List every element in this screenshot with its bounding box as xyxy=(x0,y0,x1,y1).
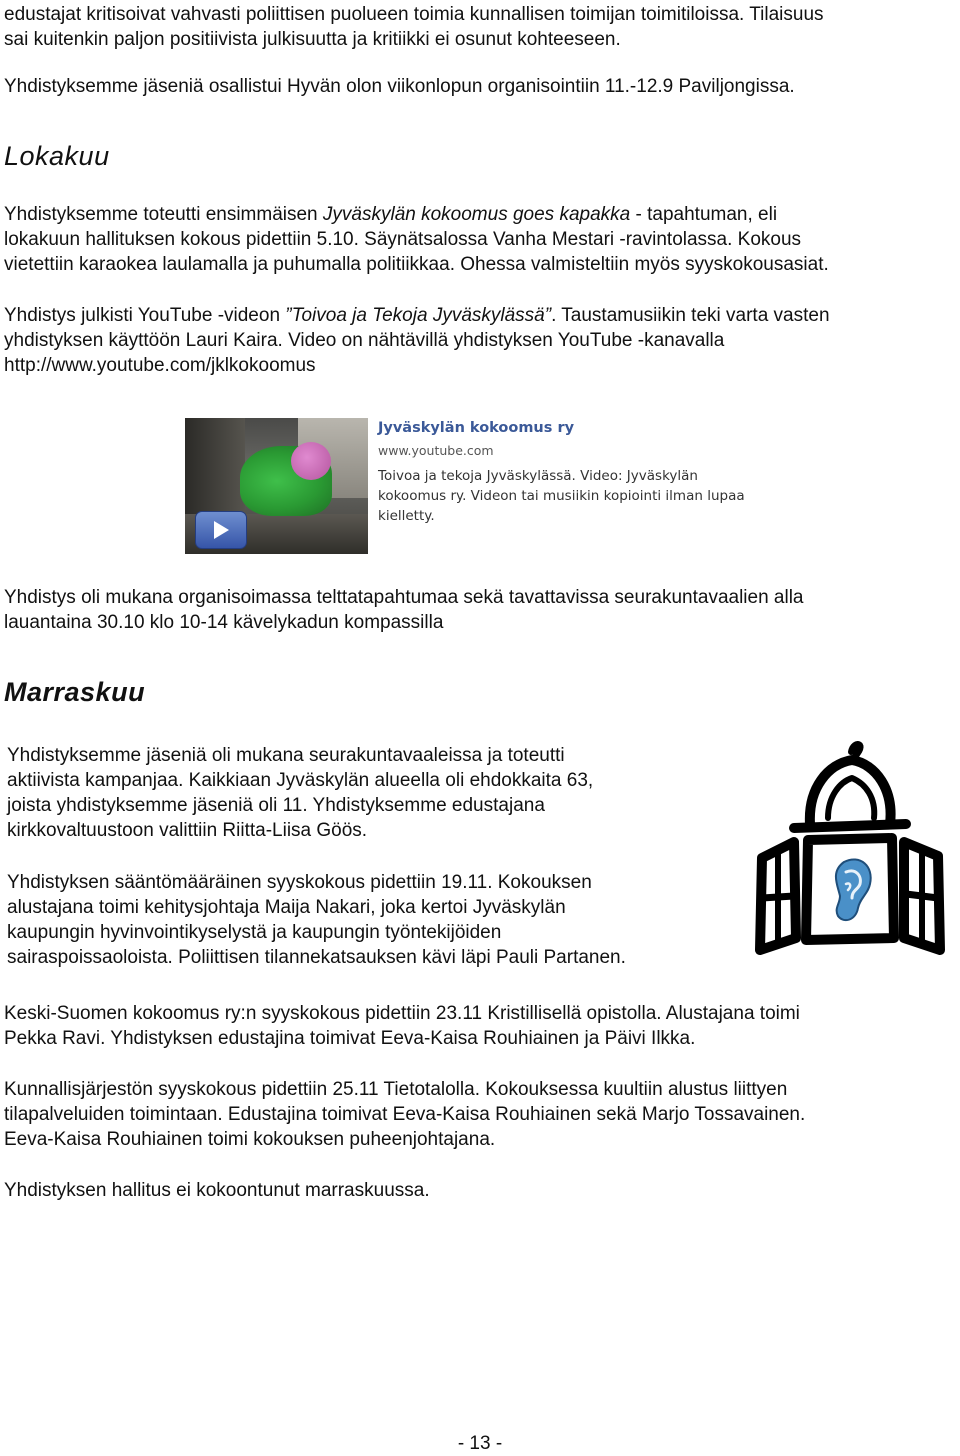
text-line: sairaspoissaoloista. Poliittisen tilannekatsauksen kävi läpi Pauli Partanen. xyxy=(7,947,626,968)
video-title: ”Toivoa ja Tekoja Jyväskylässä” xyxy=(285,305,552,326)
video-thumbnail[interactable] xyxy=(185,418,368,554)
play-icon[interactable] xyxy=(195,511,247,549)
text-line: Yhdistyksen hallitus ei kokoontunut marraskuussa. xyxy=(4,1180,430,1201)
video-channel-url[interactable]: www.youtube.com xyxy=(378,443,494,458)
video-description-line: Toivoa ja tekoja Jyväskylässä. Video: Jyväskylän xyxy=(378,468,698,484)
text-line: kaupungin hyvinvointikyselystä ja kaupungin työntekijöiden xyxy=(7,922,502,943)
text-line: Yhdistys oli mukana organisoimassa telttatapahtumaa sekä tavattavissa seurakuntavaalien alla xyxy=(4,587,804,608)
marraskuu-paragraph-5 xyxy=(4,1178,956,1203)
lokakuu-paragraph-2 xyxy=(4,303,956,378)
text-line: Keski-Suomen kokoomus ry:n syyskokous pidettiin 23.11 Kristillisellä opistolla. Alustajana toimi xyxy=(4,1003,800,1024)
text-segment: - tapahtuman, eli xyxy=(630,204,778,225)
hyvan-olon-paragraph xyxy=(4,74,956,99)
video-description xyxy=(378,466,745,526)
marraskuu-paragraph-2 xyxy=(7,870,737,970)
video-description-line: kielletty. xyxy=(378,508,435,524)
text-line: edustajat kritisoivat vahvasti poliittisen puolueen toimia kunnallisen toimijan toimitiloissa. Tilaisuus xyxy=(4,4,824,25)
text-line: lokakuun hallituksen kokous pidettiin 5.10. Säynätsalossa Vanha Mestari -ravintolassa. Kokous xyxy=(4,229,802,250)
text-line: joista yhdistyksemme jäseniä oli 11. Yhdistyksemme edustajana xyxy=(7,795,545,816)
text-line: sai kuitenkin paljon positiivista julkisuutta ja kritiikki ei osunut kohteeseen. xyxy=(4,29,621,50)
text-line: Yhdistyksen sääntömääräinen syyskokous pidettiin 19.11. Kokouksen xyxy=(7,872,592,893)
text-line: lauantaina 30.10 klo 10-14 kävelykadun kompassilla xyxy=(4,612,444,633)
text-segment: . Taustamusiikin teki varta vasten xyxy=(551,305,830,326)
text-line xyxy=(4,202,956,227)
intro-paragraph xyxy=(4,2,956,52)
text-line: Yhdistyksemme jäseniä osallistui Hyvän olon viikonlopun organisointiin 11.-12.9 Paviljongissa. xyxy=(4,76,795,97)
lokakuu-paragraph-3 xyxy=(4,585,956,635)
text-line xyxy=(4,303,956,328)
lokakuu-paragraph-1 xyxy=(4,202,956,277)
youtube-video-card[interactable] xyxy=(185,412,745,554)
marraskuu-paragraph-3 xyxy=(4,1001,956,1051)
text-line: Pekka Ravi. Yhdistyksen edustajina toimivat Eeva-Kaisa Rouhiainen ja Päivi Ilkka. xyxy=(4,1028,696,1049)
text-line: alustajana toimi kehitysjohtaja Maija Nakari, joka kertoi Jyväskylän xyxy=(7,897,566,918)
event-name: Jyväskylän kokoomus goes kapakka xyxy=(322,204,631,225)
text-line: yhdistyksen käyttöön Lauri Kaira. Video on nähtävillä yhdistyksen YouTube -kanavalla xyxy=(4,330,725,351)
text-line: Eeva-Kaisa Rouhiainen toimi kokouksen puheenjohtajana. xyxy=(4,1129,496,1150)
text-line: vietettiin karaokea laulamalla ja puhumalla politiikkaa. Ohessa valmisteltiin myös syyskokousasiat. xyxy=(4,254,829,275)
youtube-link[interactable]: http://www.youtube.com/jklkokoomus xyxy=(4,355,316,376)
thumbnail-person-hair xyxy=(291,442,331,480)
page-number: - 13 - xyxy=(457,1433,503,1454)
text-line: Kunnallisjärjestön syyskokous pidettiin 25.11 Tietotalolla. Kokouksessa kuultiin alustus liittyen xyxy=(4,1079,788,1100)
video-description-line: kokoomus ry. Videon tai musiikin kopiointi ilman lupaa xyxy=(378,488,745,504)
heading-marraskuu: Marraskuu xyxy=(4,677,146,707)
church-window-ear-icon xyxy=(748,738,948,960)
marraskuu-paragraph-4 xyxy=(4,1077,956,1152)
ear-icon xyxy=(836,859,871,920)
text-line: Yhdistyksemme jäseniä oli mukana seurakuntavaaleissa ja toteutti xyxy=(7,745,565,766)
text-segment: Yhdistyksemme toteutti ensimmäisen xyxy=(4,204,323,225)
video-channel-name[interactable]: Jyväskylän kokoomus ry xyxy=(378,420,575,436)
text-line: tilapalveluiden toimintaan. Edustajina toimivat Eeva-Kaisa Rouhiainen sekä Marjo Tossavainen. xyxy=(4,1104,806,1125)
text-line: aktiivista kampanjaa. Kaikkiaan Jyväskylän alueella oli ehdokkaita 63, xyxy=(7,770,594,791)
text-line: kirkkovaltuustoon valittiin Riitta-Liisa Göös. xyxy=(7,820,368,841)
heading-lokakuu: Lokakuu xyxy=(4,141,110,171)
text-segment: Yhdistys julkisti YouTube -videon xyxy=(4,305,286,326)
marraskuu-paragraph-1 xyxy=(7,743,727,843)
